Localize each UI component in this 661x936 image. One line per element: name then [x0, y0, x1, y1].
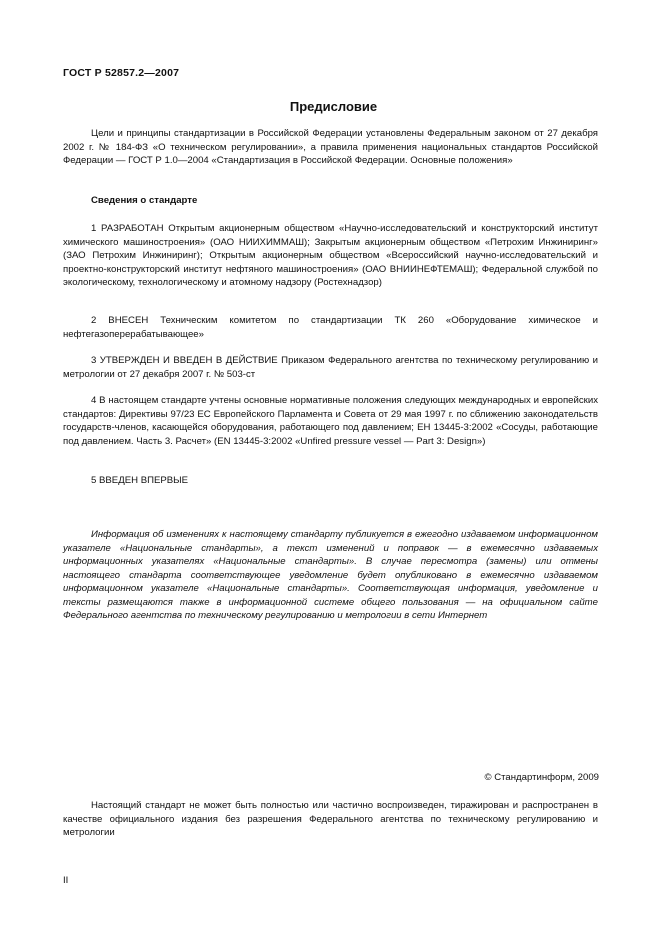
copyright-line: © Стандартинформ, 2009	[484, 772, 599, 783]
item-1-text: 1 РАЗРАБОТАН Открытым акционерным обществом «Научно-исследовательский и конструкторский институт химического машиностроения» (ОАО НИИХИММАШ); Закрытым акционерным обществом «Петрохим Инжиниринг» (ЗАО Петрохим Инжиниринг); Открытым акционерным обществом «Всероссийский научно-исследовательский и проектно-конструкторский институт нефтяного машиностроения» (ОАО ВНИИНЕФТЕМАШ); Федеральной службой по экологическому, технологическому и атомному надзору (Ростехнадзор)	[63, 223, 598, 288]
standard-id: ГОСТ Р 52857.2—2007	[63, 67, 180, 79]
section-heading: Сведения о стандарте	[91, 195, 198, 206]
item-2	[63, 314, 598, 341]
intro-paragraph	[63, 127, 598, 168]
item-2-text: 2 ВНЕСЕН Техническим комитетом по стандартизации ТК 260 «Оборудование химическое и нефтегазоперерабатывающее»	[63, 315, 598, 340]
item-5	[63, 474, 598, 488]
page-title: Предисловие	[289, 99, 378, 114]
intro-text: Цели и принципы стандартизации в Российской Федерации установлены Федеральным законом от 27 декабря 2002 г. № 184-ФЗ «О техническом регулировании», а правила применения национальных стандартов Российской Федерации — ГОСТ Р 1.0—2004 «Стандартизация в Российской Федерации. Основные положения»	[63, 128, 598, 166]
reproduction-notice	[63, 799, 598, 840]
notice-text: Информация об изменениях к настоящему стандарту публикуется в ежегодно издаваемом информационном указателе «Национальные стандарты», а текст изменений и поправок — в ежемесячно издаваемых информационных указателях «Национальные стандарты». В случае пересмотра (замены) или отмены настоящего стандарта соответствующее уведомление будет опубликовано в ежемесячно издаваемом информационном указателе «Национальные стандарты». Соответствующая информация, уведомление и тексты размещаются также в информационной системе общего пользования — на официальном сайте Федерального агентства по техническому регулированию и метрологии в сети Интернет	[63, 529, 598, 621]
item-1	[63, 222, 598, 290]
item-3	[63, 354, 598, 381]
section-heading-block	[63, 194, 598, 208]
item-4	[63, 394, 598, 448]
notice-block	[63, 528, 598, 623]
item-4-text: 4 В настоящем стандарте учтены основные нормативные положения следующих международных и европейских стандартов: Директивы 97/23 ЕС Европейского Парламента и Совета от 29 мая 1997 г. по сближению законодательств государств-членов, касающейся оборудования, работающего под давлением; ЕН 13445-3:2002 «Сосуды, работающие под давлением. Часть 3. Расчет» (EN 13445-3:2002 «Unfired pressure vessel — Part 3: Design»)	[63, 395, 598, 447]
item-3-text: 3 УТВЕРЖДЕН И ВВЕДЕН В ДЕЙСТВИЕ Приказом Федерального агентства по техническому регулированию и метрологии от 27 декабря 2007 г. № 503-ст	[63, 355, 598, 380]
page-number: II	[63, 875, 69, 886]
reproduction-text: Настоящий стандарт не может быть полностью или частично воспроизведен, тиражирован и распространен в качестве официального издания без разрешения Федерального агентства по техническому регулированию и метрологии	[63, 800, 598, 838]
item-5-text: 5 ВВЕДЕН ВПЕРВЫЕ	[91, 475, 189, 486]
